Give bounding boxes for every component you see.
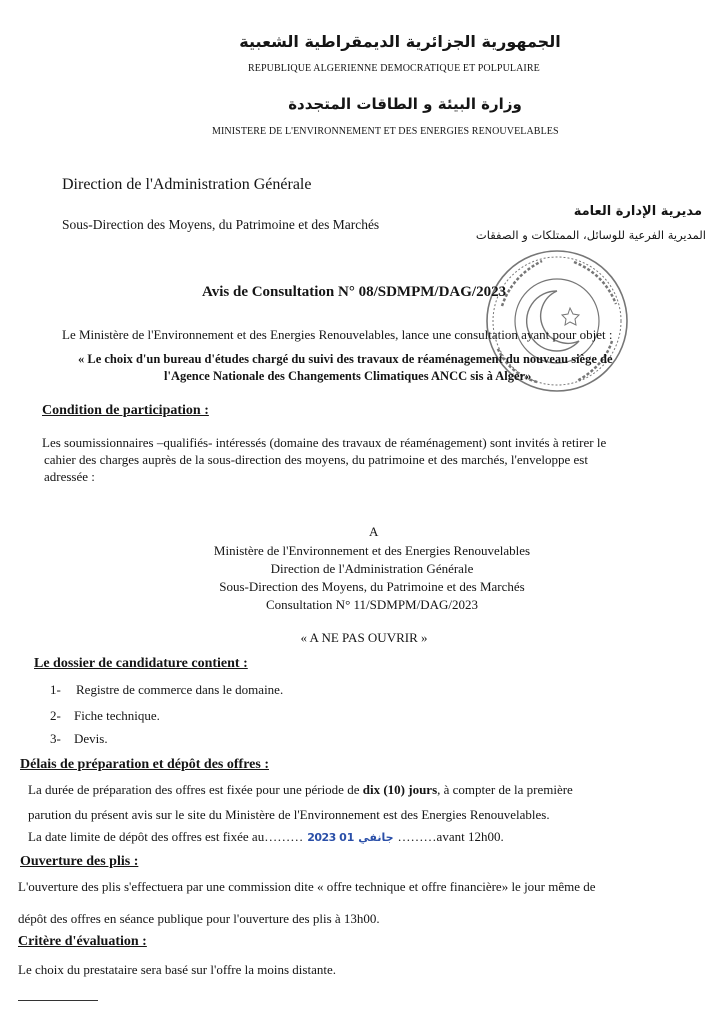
- delais-heading: Délais de préparation et dépôt des offres :: [20, 757, 269, 772]
- dossier-item-number: 2-: [50, 708, 61, 723]
- do-not-open-notice: « A NE PAS OUVRIR »: [300, 630, 428, 645]
- participation-line2: cahier des charges auprès de la sous-direction des moyens, du patrimoine et des marchés, l'enveloppe est: [44, 452, 588, 467]
- delais-line2: parution du présent avis sur le site du Ministère de l'Environnement est des Energies Renouvelables.: [28, 807, 550, 822]
- critere-heading: Critère d'évaluation :: [18, 934, 147, 949]
- arabic-direction-subtitle: المديرية الفرعية للوسائل، الممتلكات و الصفقات: [475, 228, 706, 242]
- address-line1: Ministère de l'Environnement et des Energies Renouvelables: [213, 543, 531, 558]
- dossier-item: [50, 682, 283, 698]
- address-line3: Sous-Direction des Moyens, du Patrimoine et des Marchés: [219, 579, 525, 594]
- direction-subtitle: Sous-Direction des Moyens, du Patrimoine et des Marchés: [62, 217, 380, 232]
- ouverture-line2: dépôt des offres en séance publique pour l'ouverture des plis à 13h00.: [18, 911, 380, 926]
- delais-line1: [28, 782, 573, 798]
- dossier-item-label: Devis.: [74, 731, 108, 746]
- notice-title: Avis de Consultation N° 08/SDMPM/DAG/2023: [202, 284, 507, 300]
- dossier-item: [50, 731, 108, 747]
- arabic-republic-heading: الجمهورية الجزائرية الديمقراطية الشعبية: [239, 32, 561, 51]
- republic-heading: REPUBLIQUE ALGERIENNE DEMOCRATIQUE ET POLPULAIRE: [248, 63, 540, 74]
- arabic-ministry-heading: وزارة البيئة و الطاقات المتجددة: [288, 95, 522, 113]
- notice-object-line2: l'Agence Nationale des Changements Climatiques ANCC sis à Alger»: [164, 369, 532, 383]
- participation-line1: Les soumissionnaires –qualifiés- intéressés (domaine des travaux de réaménagement) sont invités à retirer le: [42, 435, 607, 450]
- dossier-heading: Le dossier de candidature contient :: [34, 656, 248, 671]
- critere-line1: Le choix du prestataire sera basé sur l'offre la moins distante.: [18, 962, 336, 977]
- delais-line3: [28, 829, 504, 845]
- ouverture-line1: L'ouverture des plis s'effectuera par une commission dite « offre technique et offre financière» le jour même de: [18, 879, 596, 894]
- participation-heading: Condition de participation :: [42, 403, 209, 418]
- participation-text: [42, 435, 682, 485]
- notice-object-line1: « Le choix d'un bureau d'études chargé du suivi des travaux de réaménagement du nouveau siège de: [78, 352, 613, 366]
- notice-intro: Le Ministère de l'Environnement et des Energies Renouvelables, lance une consultation ayant pour objet :: [62, 327, 613, 342]
- delais-line3-end: ………avant 12h00.: [397, 829, 504, 844]
- dossier-item-number: 1-: [50, 682, 61, 697]
- participation-line3: adressée :: [44, 469, 95, 484]
- delais-line1-end: , à compter de la première: [437, 782, 573, 797]
- dossier-item-number: 3-: [50, 731, 61, 746]
- address-line4: Consultation N° 11/SDMPM/DAG/2023: [265, 597, 479, 612]
- direction-title: Direction de l'Administration Générale: [62, 176, 312, 193]
- ministry-heading: MINISTERE DE L'ENVIRONNEMENT ET DES ENERGIES RENOUVELABLES: [212, 126, 559, 137]
- delais-line3-start: La date limite de dépôt des offres est fixée au………: [28, 829, 304, 844]
- delais-duration: dix (10) jours: [362, 782, 438, 797]
- dossier-item-label: Registre de commerce dans le domaine.: [76, 682, 284, 697]
- dossier-item: [50, 708, 160, 724]
- delais-line1-start: La durée de préparation des offres est fixée pour une période de: [28, 782, 363, 797]
- footer-divider: [18, 1000, 98, 1001]
- ouverture-heading: Ouverture des plis :: [20, 854, 139, 869]
- deadline-date-stamp: 2023 جانفي 01: [307, 831, 394, 844]
- arabic-direction-title: مديرية الإدارة العامة: [573, 204, 702, 219]
- address-a: A: [369, 524, 379, 539]
- dossier-item-label: Fiche technique.: [74, 708, 160, 723]
- address-line2: Direction de l'Administration Générale: [270, 561, 474, 576]
